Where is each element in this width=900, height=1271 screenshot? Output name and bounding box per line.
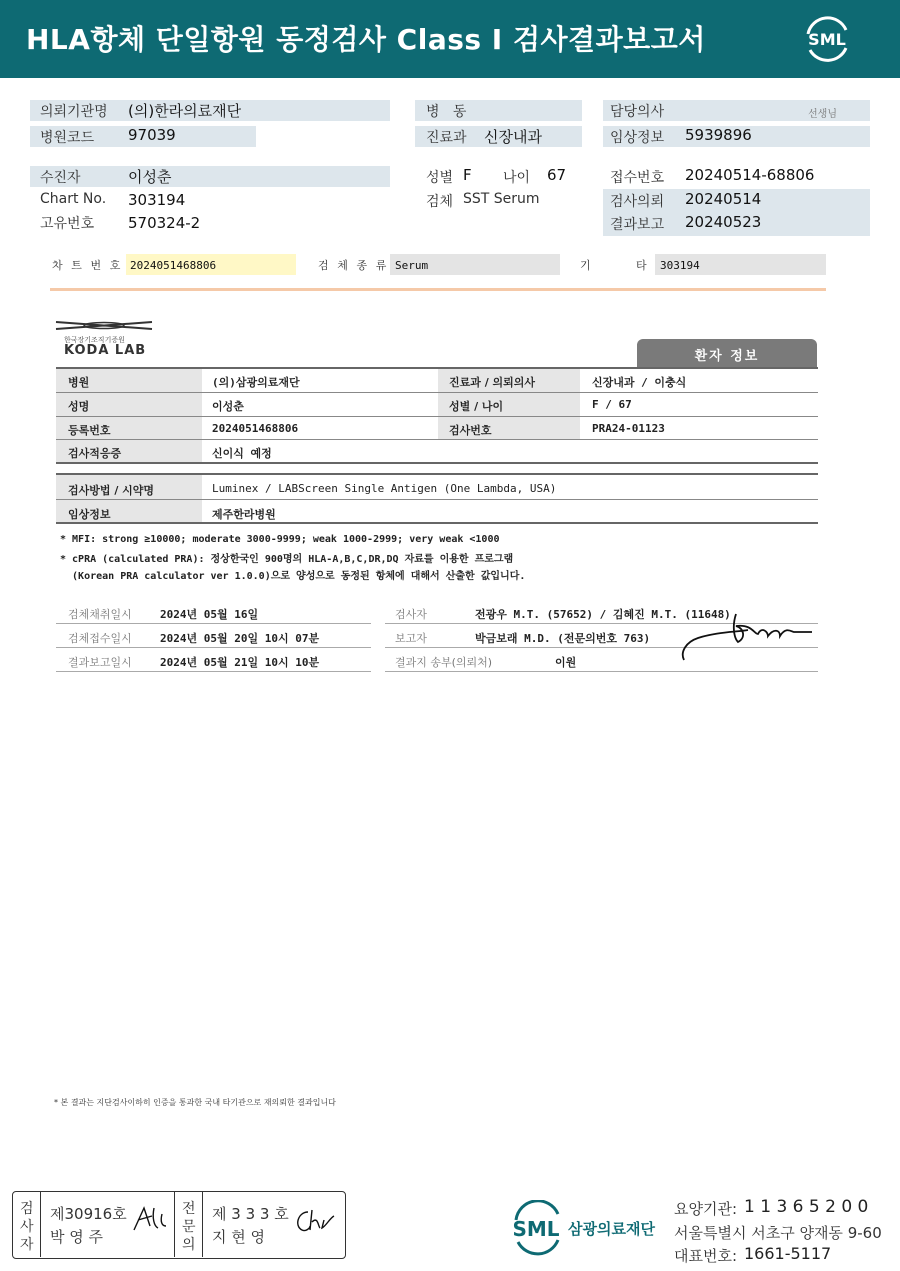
table-value-indication: 신이식 예정 <box>212 447 272 460</box>
report-value: 20240523 <box>685 213 762 231</box>
method-row-line <box>56 499 818 500</box>
table-label-reg: 등록번호 <box>68 424 111 437</box>
row2-etc-label1: 기 <box>580 259 591 272</box>
clinical-value: 5939896 <box>685 126 752 144</box>
footnote: * 본 결과는 지단검사이하히 인증을 통과한 국내 타기관으로 재의뢰한 결과입니다 <box>54 1098 336 1107</box>
age-label: 나이 <box>503 170 531 186</box>
sig-value-report: 2024년 05월 21일 10시 10분 <box>160 656 320 669</box>
method-value: Luminex / LABScreen Single Antigen (One Lambda, USA) <box>212 482 557 495</box>
row2-etc-label2: 타 <box>636 259 647 272</box>
stamp-divider <box>174 1191 175 1257</box>
table-label-hospital: 병원 <box>68 376 90 389</box>
table-value-sex-age: F / 67 <box>592 398 632 411</box>
sig-label-collect: 검체채취일시 <box>68 608 132 621</box>
row2-chart-value: 2024051468806 <box>130 259 217 272</box>
patient-bar <box>30 166 390 187</box>
row2-etc-value: 303194 <box>660 259 700 272</box>
sig-row-line <box>385 671 818 672</box>
dept-value: 신장내과 <box>484 128 542 146</box>
report-title: HLA항체 단일항원 동정검사 Class I 검사결과보고서 <box>26 23 706 56</box>
clinical-label: 임상정보 <box>610 130 665 146</box>
specialist-char: 의 <box>182 1237 196 1253</box>
table-row-line <box>56 392 818 393</box>
sex-value: F <box>463 166 472 184</box>
table-bottom-line <box>56 462 818 464</box>
specialist-name: 지 현 영 <box>212 1228 266 1246</box>
patient-info-tab-label: 환자 정보 <box>694 349 760 364</box>
table-label-sex-age: 성별 / 나이 <box>449 400 504 413</box>
patient-value: 이성춘 <box>128 168 172 186</box>
requester-value: (의)한라의료재단 <box>128 102 242 120</box>
sig-value-receipt: 2024년 05월 20일 10시 07분 <box>160 632 320 645</box>
sig-value-reporter: 박금보래 M.D. (전문의번호 763) <box>475 632 651 645</box>
examiner-number: 제30916호 <box>50 1205 127 1223</box>
specialist-char: 전 <box>182 1201 196 1217</box>
svg-text:SML: SML <box>808 30 846 49</box>
table-row-line <box>56 439 818 440</box>
request-label: 검사의뢰 <box>610 194 665 210</box>
sig-label-receipt: 검체접수일시 <box>68 632 132 645</box>
requester-label: 의뢰기관명 <box>40 104 108 120</box>
stamp-divider <box>202 1191 203 1257</box>
examiner-signature <box>130 1204 170 1234</box>
sig-label-reporter: 보고자 <box>395 632 427 645</box>
care-code-label: 요양기관: <box>674 1200 738 1218</box>
table-label-indication: 검사적응증 <box>68 447 122 460</box>
examiner-name: 박 영 주 <box>50 1228 104 1246</box>
row2-type-label: 검 체 종 류 <box>318 259 388 272</box>
sig-label-report: 결과보고일시 <box>68 656 132 669</box>
request-value: 20240514 <box>685 190 762 208</box>
specialist-signature <box>292 1206 336 1236</box>
koda-org: 한국장기조직기증원 <box>64 336 125 344</box>
table-label-name: 성명 <box>68 400 90 413</box>
patient-label: 수진자 <box>40 170 81 186</box>
phone-value: 1661-5117 <box>744 1244 832 1263</box>
row2-chart-label: 차 트 번 호 <box>52 259 122 272</box>
table-value-hospital: (의)삼광의료재단 <box>212 376 300 389</box>
sex-label: 성별 <box>426 170 454 186</box>
table-value-test-no: PRA24-01123 <box>592 422 665 435</box>
table-label-dept: 진료과 / 의뢰의사 <box>449 376 536 389</box>
receipt-value: 20240514-68806 <box>685 166 815 184</box>
sig-row-line <box>56 647 371 648</box>
table-value-reg: 2024051468806 <box>212 422 299 435</box>
doctor-label: 담당의사 <box>610 104 665 120</box>
specimen-value: SST Serum <box>463 191 540 207</box>
examiner-char: 사 <box>20 1219 34 1235</box>
sig-label-send: 결과지 송부(의뢰처) <box>395 656 493 669</box>
care-code-value: 1 1 3 6 5 2 0 0 <box>744 1197 869 1217</box>
report-clinical-value: 제주한라병원 <box>212 508 276 521</box>
specialist-number: 제 3 3 3 호 <box>212 1205 289 1223</box>
dept-label: 진료과 <box>426 130 467 146</box>
row2-divider <box>50 288 826 291</box>
examiner-char: 검 <box>20 1201 34 1217</box>
address: 서울특별시 서초구 양재동 9-60 <box>674 1224 882 1242</box>
ward-label: 병 동 <box>426 104 467 120</box>
table-value-name: 이성춘 <box>212 400 244 413</box>
row2-type-value: Serum <box>395 259 429 272</box>
table-label-test-no: 검사번호 <box>449 424 492 437</box>
table-value-dept: 신장내과 / 이충식 <box>592 376 687 389</box>
note-cpra: * cPRA (calculated PRA): 정상한국인 900명의 HLA-A,B,C,DR,DQ 자료를 이용한 프로그램 <box>60 554 514 565</box>
specimen-label: 검체 <box>426 194 454 210</box>
svg-text:SML: SML <box>512 1217 560 1241</box>
hospital-code-value: 97039 <box>128 126 176 144</box>
org-name: 삼광의료재단 <box>568 1220 655 1238</box>
id-label: 고유번호 <box>40 216 95 232</box>
sig-label-tester: 검사자 <box>395 608 427 621</box>
report-clinical-label: 임상정보 <box>68 508 111 521</box>
table-row-line <box>56 416 818 417</box>
sig-value-send: 이원 <box>555 656 577 669</box>
koda-lab-icon <box>54 317 154 335</box>
sml-logo <box>800 12 854 66</box>
chart-value: 303194 <box>128 191 186 209</box>
stamp-divider <box>40 1191 41 1257</box>
koda-lab-name: KODA LAB <box>64 343 147 358</box>
doctor-suffix: 선생님 <box>808 109 837 120</box>
report-label: 결과보고 <box>610 217 665 233</box>
sig-value-collect: 2024년 05월 16일 <box>160 608 259 621</box>
reporter-signature <box>676 608 816 664</box>
note-mfi: * MFI: strong ≥10000; moderate 3000-9999; weak 1000-2999; very weak <1000 <box>60 534 500 545</box>
sig-row-line <box>56 623 371 624</box>
sml-footer-logo <box>508 1200 566 1256</box>
method-bottom-line <box>56 522 818 524</box>
examiner-char: 자 <box>20 1237 34 1253</box>
specialist-char: 문 <box>182 1219 196 1235</box>
method-label: 검사방법 / 시약명 <box>68 484 155 497</box>
sig-row-line <box>56 671 371 672</box>
receipt-label: 접수번호 <box>610 170 665 186</box>
id-value: 570324-2 <box>128 214 201 232</box>
phone-label: 대표번호: <box>674 1247 738 1265</box>
note-cpra-cont: (Korean PRA calculator ver 1.0.0)으로 양성으로 동정된 항체에 대해서 산출한 값입니다. <box>60 571 526 582</box>
hospital-code-label: 병원코드 <box>40 130 95 146</box>
chart-label: Chart No. <box>40 191 107 207</box>
sig-value-tester: 전광우 M.T. (57652) / 김혜진 M.T. (11648) <box>475 608 731 621</box>
age-value: 67 <box>547 166 567 184</box>
